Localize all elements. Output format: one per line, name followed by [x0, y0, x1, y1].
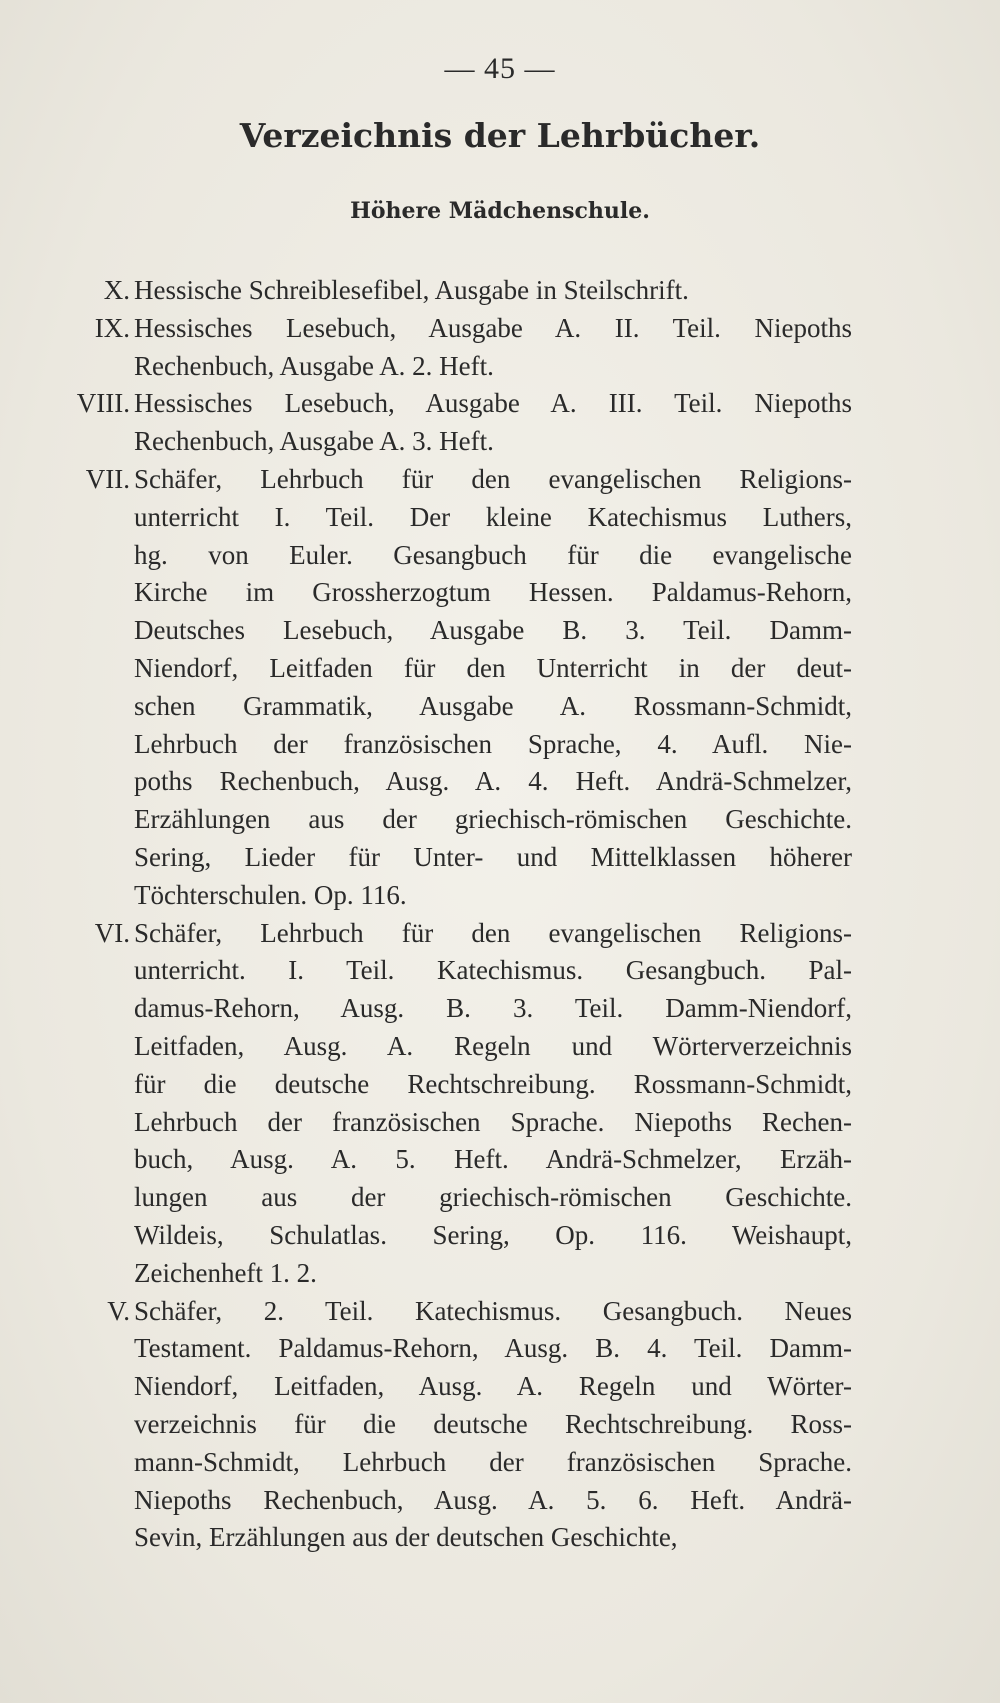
text-line: Schäfer, Lehrbuch für den evangelischen Religions- [134, 463, 852, 494]
book-list-text [134, 272, 852, 310]
grade-numeral: IX. [94, 312, 130, 343]
grade-numeral: V. [107, 1295, 130, 1326]
text-line: Kirche im Grossherzogtum Hessen. Paldamus-Rehorn, [134, 577, 852, 608]
text-line: Rechenbuch, Ausgabe A. 3. Heft. [134, 426, 494, 457]
text-line: Wildeis, Schulatlas. Sering, Op. 116. Weishaupt, [134, 1219, 852, 1250]
page-title: Verzeichnis der Lehrbücher. [239, 116, 761, 155]
text-line: Töchterschulen. Op. 116. [134, 879, 407, 910]
grade-entry [52, 310, 852, 386]
grade-numeral: X. [103, 275, 130, 305]
text-line: Erzählungen aus der griechisch-römischen Geschichte. [134, 804, 852, 835]
text-line: Niendorf, Leitfaden für den Unterricht in der deut- [134, 652, 852, 683]
grade-numeral: VII. [85, 463, 130, 494]
text-line: Niendorf, Leitfaden, Ausg. A. Regeln und Wörter- [134, 1371, 852, 1402]
section-subtitle: Höhere Mädchenschule. [350, 198, 650, 224]
textbook-list [52, 272, 852, 1557]
text-line: Hessisches Lesebuch, Ausgabe A. III. Teil. Niepoths [134, 388, 852, 419]
text-line: für die deutsche Rechtschreibung. Rossmann-Schmidt, [134, 1068, 852, 1099]
book-list-text [134, 915, 852, 1293]
grade-entry [52, 272, 852, 310]
text-line: Niepoths Rechenbuch, Ausg. A. 5. 6. Heft. Andrä- [134, 1484, 852, 1515]
book-list-text [134, 385, 852, 461]
text-line: Testament. Paldamus-Rehorn, Ausg. B. 4. Teil. Damm- [134, 1333, 852, 1364]
text-line: unterricht. I. Teil. Katechismus. Gesangbuch. Pal- [134, 955, 852, 986]
text-line: verzeichnis für die deutsche Rechtschreibung. Ross- [134, 1408, 852, 1439]
grade-numeral: VI. [94, 917, 130, 948]
text-line: Lehrbuch der französischen Sprache. Niepoths Rechen- [134, 1106, 852, 1137]
grade-entry [52, 915, 852, 1293]
text-line: Schäfer, Lehrbuch für den evangelischen Religions- [134, 917, 852, 948]
text-line: Rechenbuch, Ausgabe A. 2. Heft. [134, 350, 494, 381]
grade-entry [52, 1293, 852, 1558]
text-line: Deutsches Lesebuch, Ausgabe B. 3. Teil. Damm- [134, 615, 852, 646]
page-number: — 45 — [444, 52, 556, 85]
book-list-text [134, 461, 852, 915]
grade-entry [52, 385, 852, 461]
book-list-text [134, 310, 852, 386]
text-line: Zeichenheft 1. 2. [134, 1257, 317, 1288]
text-line: Leitfaden, Ausg. A. Regeln und Wörterverzeichnis [134, 1030, 852, 1061]
text-line: Sering, Lieder für Unter- und Mittelklassen höherer [134, 841, 852, 872]
text-line: lungen aus der griechisch-römischen Geschichte. [134, 1182, 852, 1213]
text-line: buch, Ausg. A. 5. Heft. Andrä-Schmelzer, Erzäh- [134, 1144, 852, 1175]
text-line: Hessische Schreiblesefibel, Ausgabe in Steilschrift. [134, 275, 689, 305]
text-line: schen Grammatik, Ausgabe A. Rossmann-Schmidt, [134, 690, 852, 721]
text-line: unterricht I. Teil. Der kleine Katechismus Luthers, [134, 501, 852, 532]
grade-numeral: VIII. [76, 388, 130, 419]
book-list-text [134, 1293, 852, 1558]
text-line: mann-Schmidt, Lehrbuch der französischen Sprache. [134, 1446, 852, 1477]
grade-entry [52, 461, 852, 915]
text-line: Schäfer, 2. Teil. Katechismus. Gesangbuch. Neues [134, 1295, 852, 1326]
text-line: Lehrbuch der französischen Sprache, 4. Aufl. Nie- [134, 728, 852, 759]
text-line: Sevin, Erzählungen aus der deutschen Geschichte, [134, 1522, 678, 1553]
text-line: Hessisches Lesebuch, Ausgabe A. II. Teil. Niepoths [134, 312, 852, 343]
text-line: hg. von Euler. Gesangbuch für die evangelische [134, 539, 852, 570]
text-line: damus-Rehorn, Ausg. B. 3. Teil. Damm-Niendorf, [134, 993, 852, 1024]
text-line: poths Rechenbuch, Ausg. A. 4. Heft. Andrä-Schmelzer, [134, 766, 852, 797]
